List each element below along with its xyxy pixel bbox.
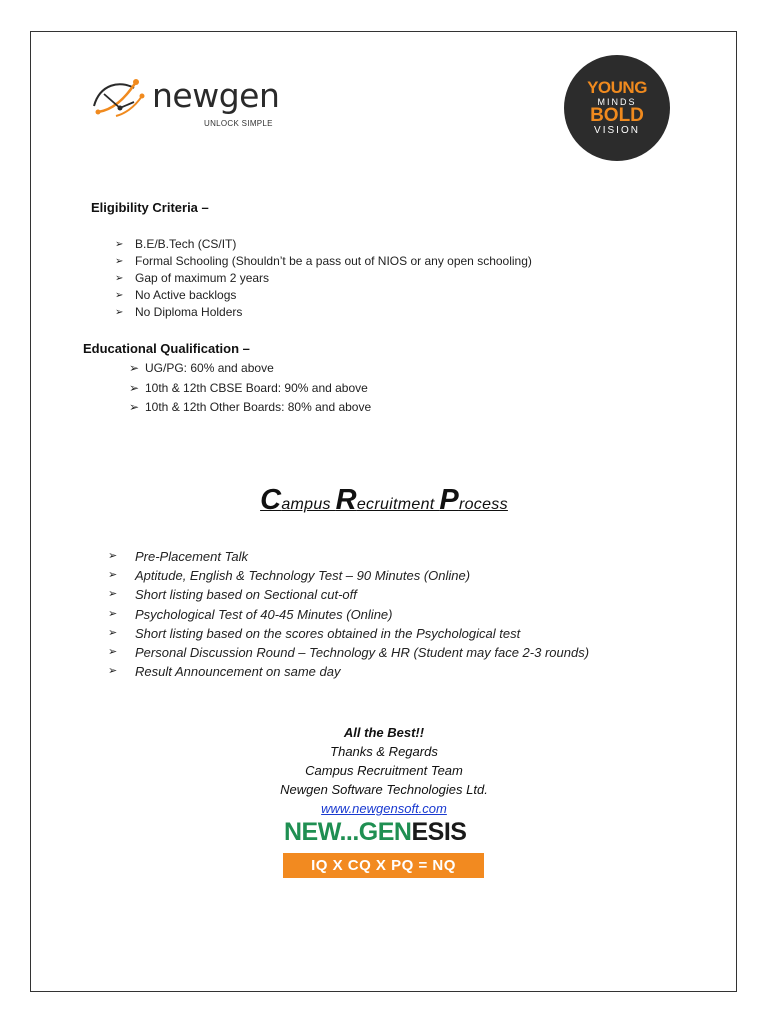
arrow-bullet-icon: ➢ — [115, 290, 124, 301]
arrow-bullet-icon: ➢ — [108, 569, 118, 582]
arrow-bullet-icon: ➢ — [129, 400, 140, 414]
badge-line-young: YOUNG — [587, 78, 647, 97]
thanks-regards-text: Thanks & Regards — [330, 744, 438, 759]
arrow-bullet-icon: ➢ — [129, 361, 140, 375]
qualification-heading: Educational Qualification – — [83, 341, 250, 356]
badge-line-bold: BOLD — [590, 105, 644, 126]
arrow-bullet-icon: ➢ — [108, 607, 118, 620]
arrow-bullet-icon: ➢ — [108, 665, 118, 678]
arrow-bullet-icon: ➢ — [108, 626, 118, 639]
badge-line-minds: MINDS — [597, 97, 637, 107]
closing-block — [0, 723, 768, 818]
young-minds-badge — [564, 55, 670, 161]
website-link[interactable]: www.newgensoft.com — [321, 801, 447, 816]
company-name-text: Newgen Software Technologies Ltd. — [280, 782, 488, 797]
logo-tagline: UNLOCK SIMPLE — [204, 119, 273, 128]
new-genesis-logo: NEW...GENESIS — [284, 818, 467, 846]
arrow-bullet-icon: ➢ — [108, 550, 118, 562]
arrow-bullet-icon: ➢ — [108, 588, 118, 601]
arrow-bullet-icon: ➢ — [129, 380, 140, 395]
arrow-bullet-icon: ➢ — [115, 273, 124, 284]
arrow-bullet-icon: ➢ — [108, 645, 118, 658]
newgen-logo — [90, 72, 300, 132]
badge-line-vision: VISION — [594, 125, 640, 136]
campus-recruitment-process-title: Campus Recruitment Process — [260, 484, 508, 516]
all-the-best-text: All the Best!! — [343, 725, 425, 740]
newgen-logo-icon — [90, 74, 150, 124]
arrow-bullet-icon: ➢ — [115, 307, 124, 318]
nq-formula-banner: IQ X CQ X PQ = NQ — [283, 853, 484, 878]
team-name-text: Campus Recruitment Team — [305, 763, 463, 778]
eligibility-heading: Eligibility Criteria – — [91, 200, 209, 215]
arrow-bullet-icon: ➢ — [115, 256, 124, 267]
arrow-bullet-icon: ➢ — [115, 239, 124, 250]
logo-wordmark: newgen — [152, 76, 280, 115]
